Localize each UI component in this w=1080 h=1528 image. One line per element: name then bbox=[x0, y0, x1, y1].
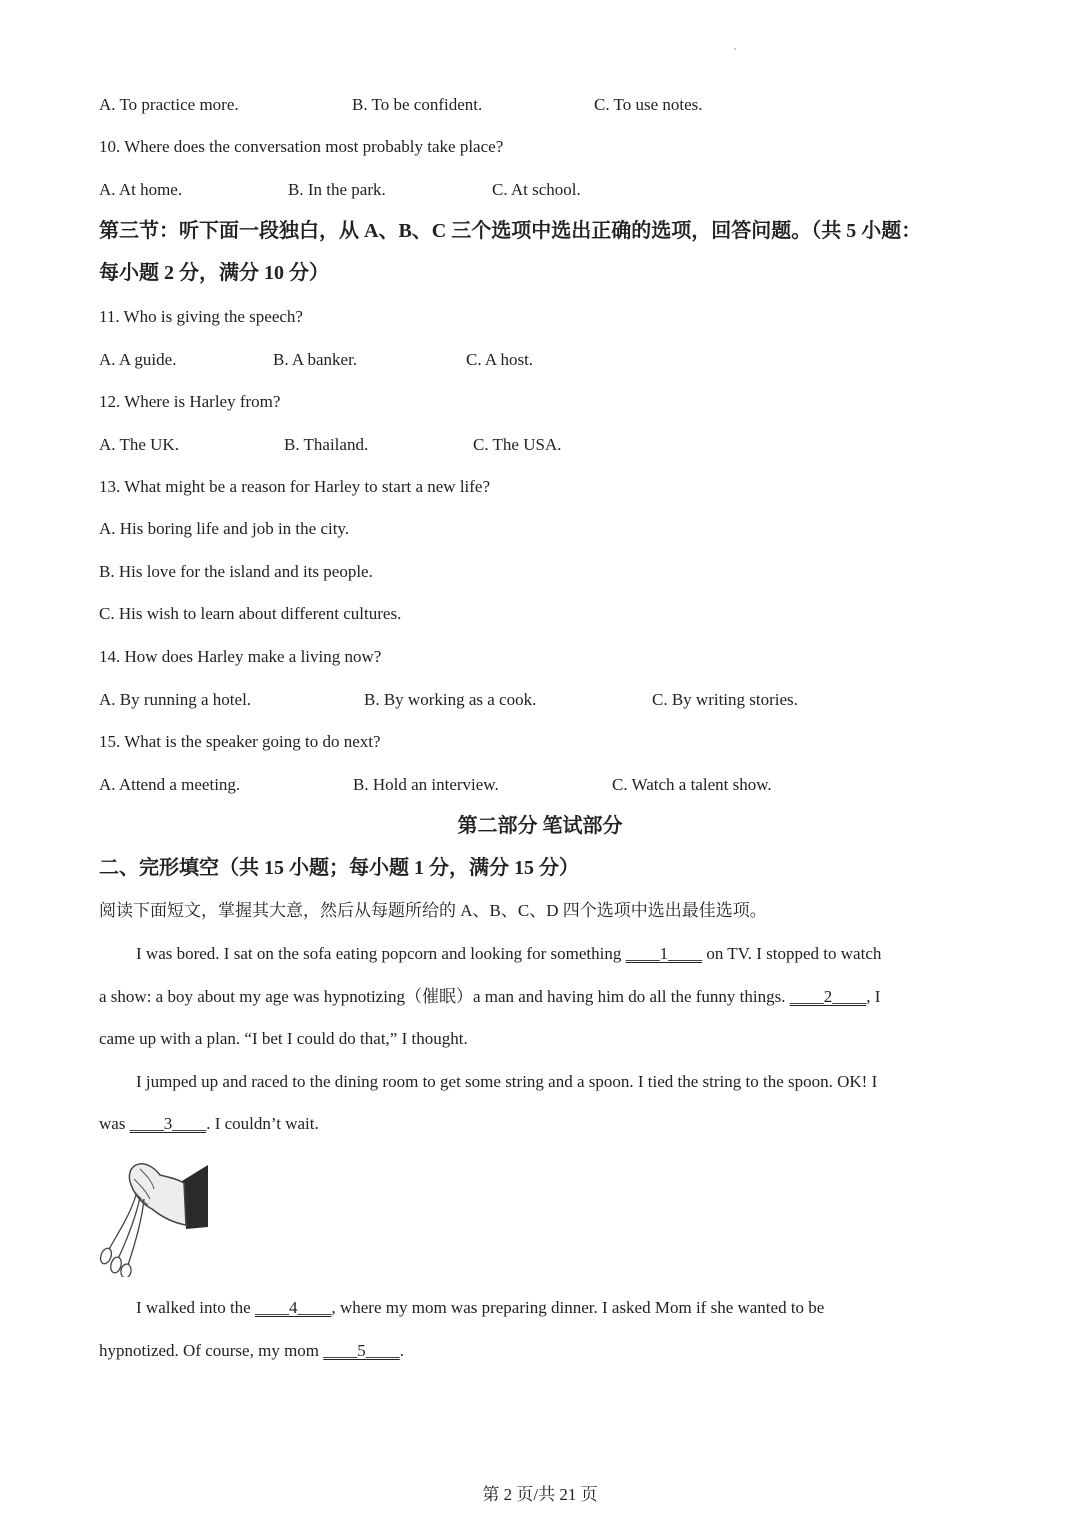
blank-4: ____4____ bbox=[254, 1298, 332, 1317]
blank-1: ____1____ bbox=[625, 944, 703, 963]
section3-heading-line1: 第三节：听下面一段独白，从 A、B、C 三个选项中选出正确的选项，回答问题。（共 5 小题： bbox=[99, 220, 922, 242]
hand-holding-spoon-illustration bbox=[96, 1155, 212, 1277]
passage-p1-line1 bbox=[136, 945, 881, 962]
part2-title: 第二部分 笔试部分 bbox=[457, 815, 623, 837]
passage-text: , where my mom was preparing dinner. I asked Mom if she wanted to be bbox=[331, 1298, 825, 1317]
section3-heading-line2: 每小题 2 分，满分 10 分） bbox=[99, 262, 329, 284]
passage-text: a show: a boy about my age was hypnotizing（催眠）a man and having him do all the funny things. bbox=[99, 987, 790, 1006]
q15-option-b: B. Hold an interview. bbox=[353, 775, 499, 794]
page-number: 第 2 页/共 21 页 bbox=[482, 1485, 598, 1504]
passage-text: I walked into the bbox=[136, 1298, 255, 1317]
passage-text: was bbox=[99, 1114, 130, 1133]
passage-p1-line2 bbox=[99, 988, 880, 1005]
q13-option-c: C. His wish to learn about different cultures. bbox=[99, 604, 402, 623]
q14-option-c: C. By writing stories. bbox=[652, 690, 798, 709]
blank-3: ____3____ bbox=[129, 1114, 207, 1133]
q11-option-a: A. A guide. bbox=[99, 350, 177, 369]
passage-p3-line1 bbox=[136, 1299, 824, 1316]
passage-p2-line1: I jumped up and raced to the dining room to get some string and a spoon. I tied the string to the spoon. OK! I bbox=[136, 1072, 878, 1091]
passage-p3-line2 bbox=[99, 1342, 404, 1359]
q10-option-a: A. At home. bbox=[99, 180, 183, 199]
q13-option-a: A. His boring life and job in the city. bbox=[99, 519, 350, 538]
q15-option-a: A. Attend a meeting. bbox=[99, 775, 241, 794]
q12-option-c: C. The USA. bbox=[473, 435, 562, 454]
blank-2: ____2____ bbox=[789, 987, 867, 1006]
q14-question: 14. How does Harley make a living now? bbox=[99, 647, 382, 666]
cloze-section-heading: 二、完形填空（共 15 小题；每小题 1 分，满分 15 分） bbox=[99, 857, 579, 879]
q12-question: 12. Where is Harley from? bbox=[99, 392, 281, 411]
q9-option-a: A. To practice more. bbox=[99, 95, 239, 114]
scan-speck bbox=[734, 48, 736, 50]
q11-option-c: C. A host. bbox=[466, 350, 534, 369]
q9-option-c: C. To use notes. bbox=[594, 95, 703, 114]
q13-question: 13. What might be a reason for Harley to start a new life? bbox=[99, 477, 491, 496]
q11-option-b: B. A banker. bbox=[273, 350, 358, 369]
blank-5: ____5____ bbox=[323, 1341, 400, 1360]
passage-text: , I bbox=[866, 987, 881, 1006]
q15-question: 15. What is the speaker going to do next? bbox=[99, 732, 381, 751]
cloze-instruction: 阅读下面短文，掌握其大意，然后从每题所给的 A、B、C、D 四个选项中选出最佳选项。 bbox=[99, 901, 767, 920]
passage-p1-line3: came up with a plan. “I bet I could do that,” I thought. bbox=[99, 1029, 468, 1048]
q14-option-a: A. By running a hotel. bbox=[99, 690, 252, 709]
q12-option-a: A. The UK. bbox=[99, 435, 179, 454]
passage-text: I was bored. I sat on the sofa eating popcorn and looking for something bbox=[136, 944, 626, 963]
q10-option-c: C. At school. bbox=[492, 180, 581, 199]
q11-question: 11. Who is giving the speech? bbox=[99, 307, 303, 326]
passage-text: . I couldn’t wait. bbox=[206, 1114, 319, 1133]
passage-text: . bbox=[399, 1341, 405, 1360]
q10-option-b: B. In the park. bbox=[288, 180, 386, 199]
passage-text: on TV. I stopped to watch bbox=[702, 944, 882, 963]
q14-option-b: B. By working as a cook. bbox=[364, 690, 537, 709]
q15-option-c: C. Watch a talent show. bbox=[612, 775, 772, 794]
passage-text: hypnotized. Of course, my mom bbox=[99, 1341, 324, 1360]
q12-option-b: B. Thailand. bbox=[284, 435, 369, 454]
q9-option-b: B. To be confident. bbox=[352, 95, 483, 114]
passage-p2-line2 bbox=[99, 1115, 319, 1132]
q10-question: 10. Where does the conversation most probably take place? bbox=[99, 137, 504, 156]
q13-option-b: B. His love for the island and its people. bbox=[99, 562, 373, 581]
